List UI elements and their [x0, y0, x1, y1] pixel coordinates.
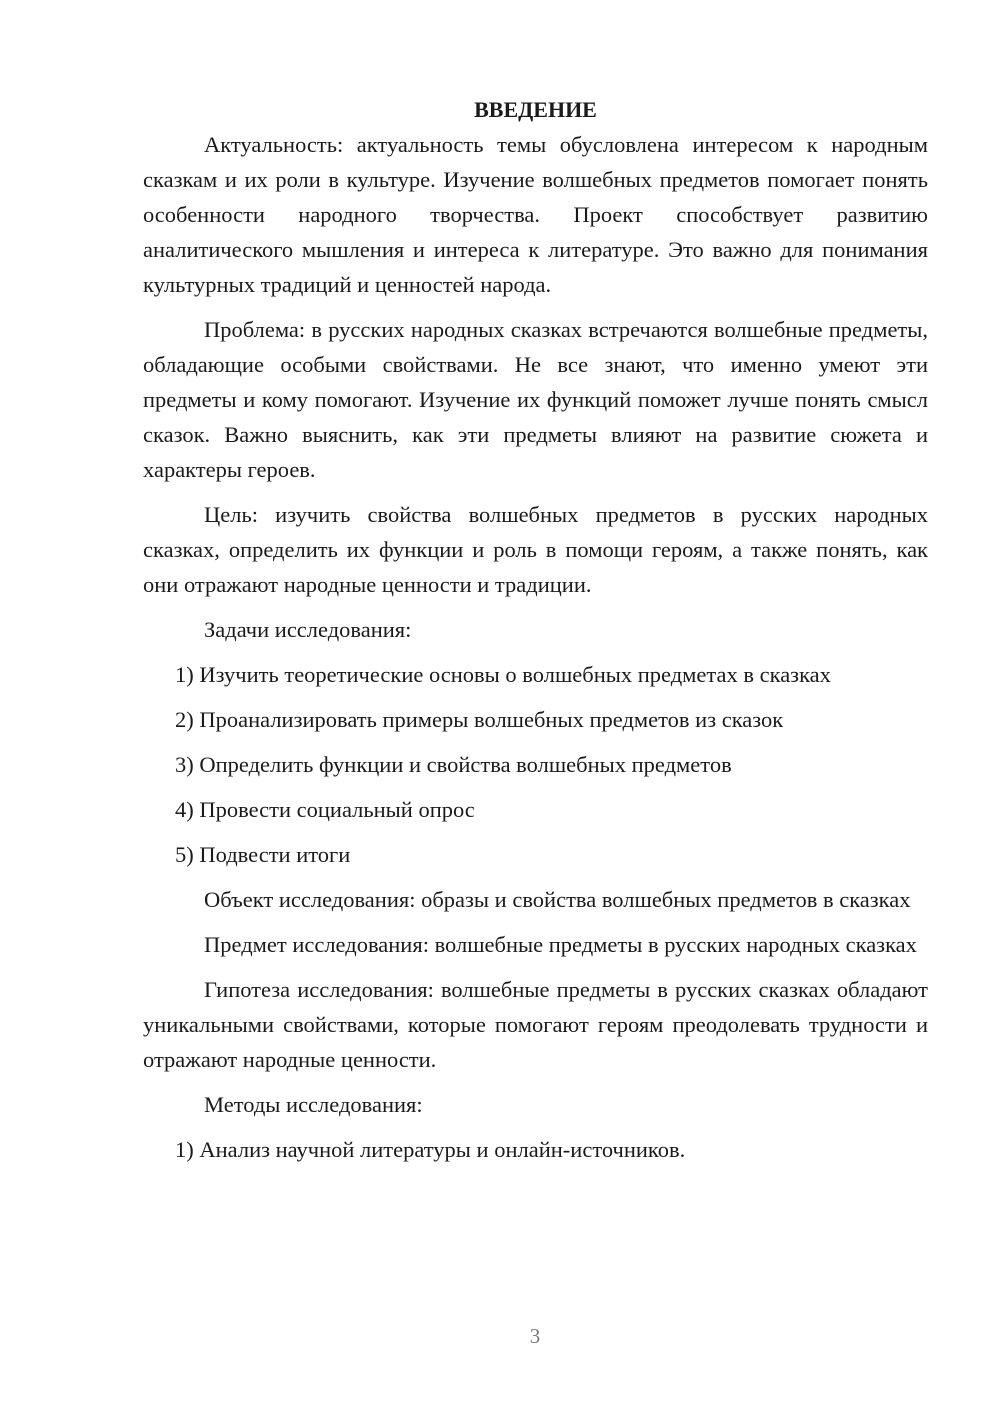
- task-item-4: 4) Провести социальный опрос: [175, 797, 475, 822]
- page-number: 3: [529, 1324, 541, 1348]
- tasks-heading: Задачи исследования:: [204, 617, 412, 642]
- task-item-5: 5) Подвести итоги: [175, 842, 351, 867]
- page-title: ВВЕДЕНИЕ: [474, 97, 597, 122]
- paragraph-hypothesis: Гипотеза исследования: волшебные предметы в русских сказках обладают уникальными свойствами, которые помогают героям преодолевать трудности и отражают народные ценности.: [143, 977, 928, 1072]
- paragraph-subject: Предмет исследования: волшебные предметы в русских народных сказках: [204, 932, 917, 957]
- task-item-3: 3) Определить функции и свойства волшебных предметов: [175, 752, 732, 777]
- paragraph-relevance: Актуальность: актуальность темы обусловлена интересом к народным сказкам и их роли в культуре. Изучение волшебных предметов помогает понять особенности народного творчества. Проект способствует развитию аналитического мышления и интереса к литературе. Это важно для понимания культурных традиций и ценностей народа.: [143, 132, 928, 297]
- task-item-1: 1) Изучить теоретические основы о волшебных предметах в сказках: [175, 662, 831, 687]
- method-item-1: 1) Анализ научной литературы и онлайн-источников.: [175, 1137, 686, 1162]
- task-item-2: 2) Проанализировать примеры волшебных предметов из сказок: [175, 707, 784, 732]
- methods-heading: Методы исследования:: [204, 1092, 423, 1117]
- paragraph-goal: Цель: изучить свойства волшебных предметов в русских народных сказках, определить их функции и роль в помощи героям, а также понять, как они отражают народные ценности и традиции.: [143, 502, 928, 597]
- paragraph-object: Объект исследования: образы и свойства волшебных предметов в сказках: [204, 887, 911, 912]
- paragraph-problem: Проблема: в русских народных сказках встречаются волшебные предметы, обладающие особыми свойствами. Не все знают, что именно умеют эти предметы и кому помогают. Изучение их функций поможет лучше понять смысл сказок. Важно выяснить, как эти предметы влияют на развитие сюжета и характеры героев.: [143, 317, 928, 482]
- document-page: [143, 92, 928, 1167]
